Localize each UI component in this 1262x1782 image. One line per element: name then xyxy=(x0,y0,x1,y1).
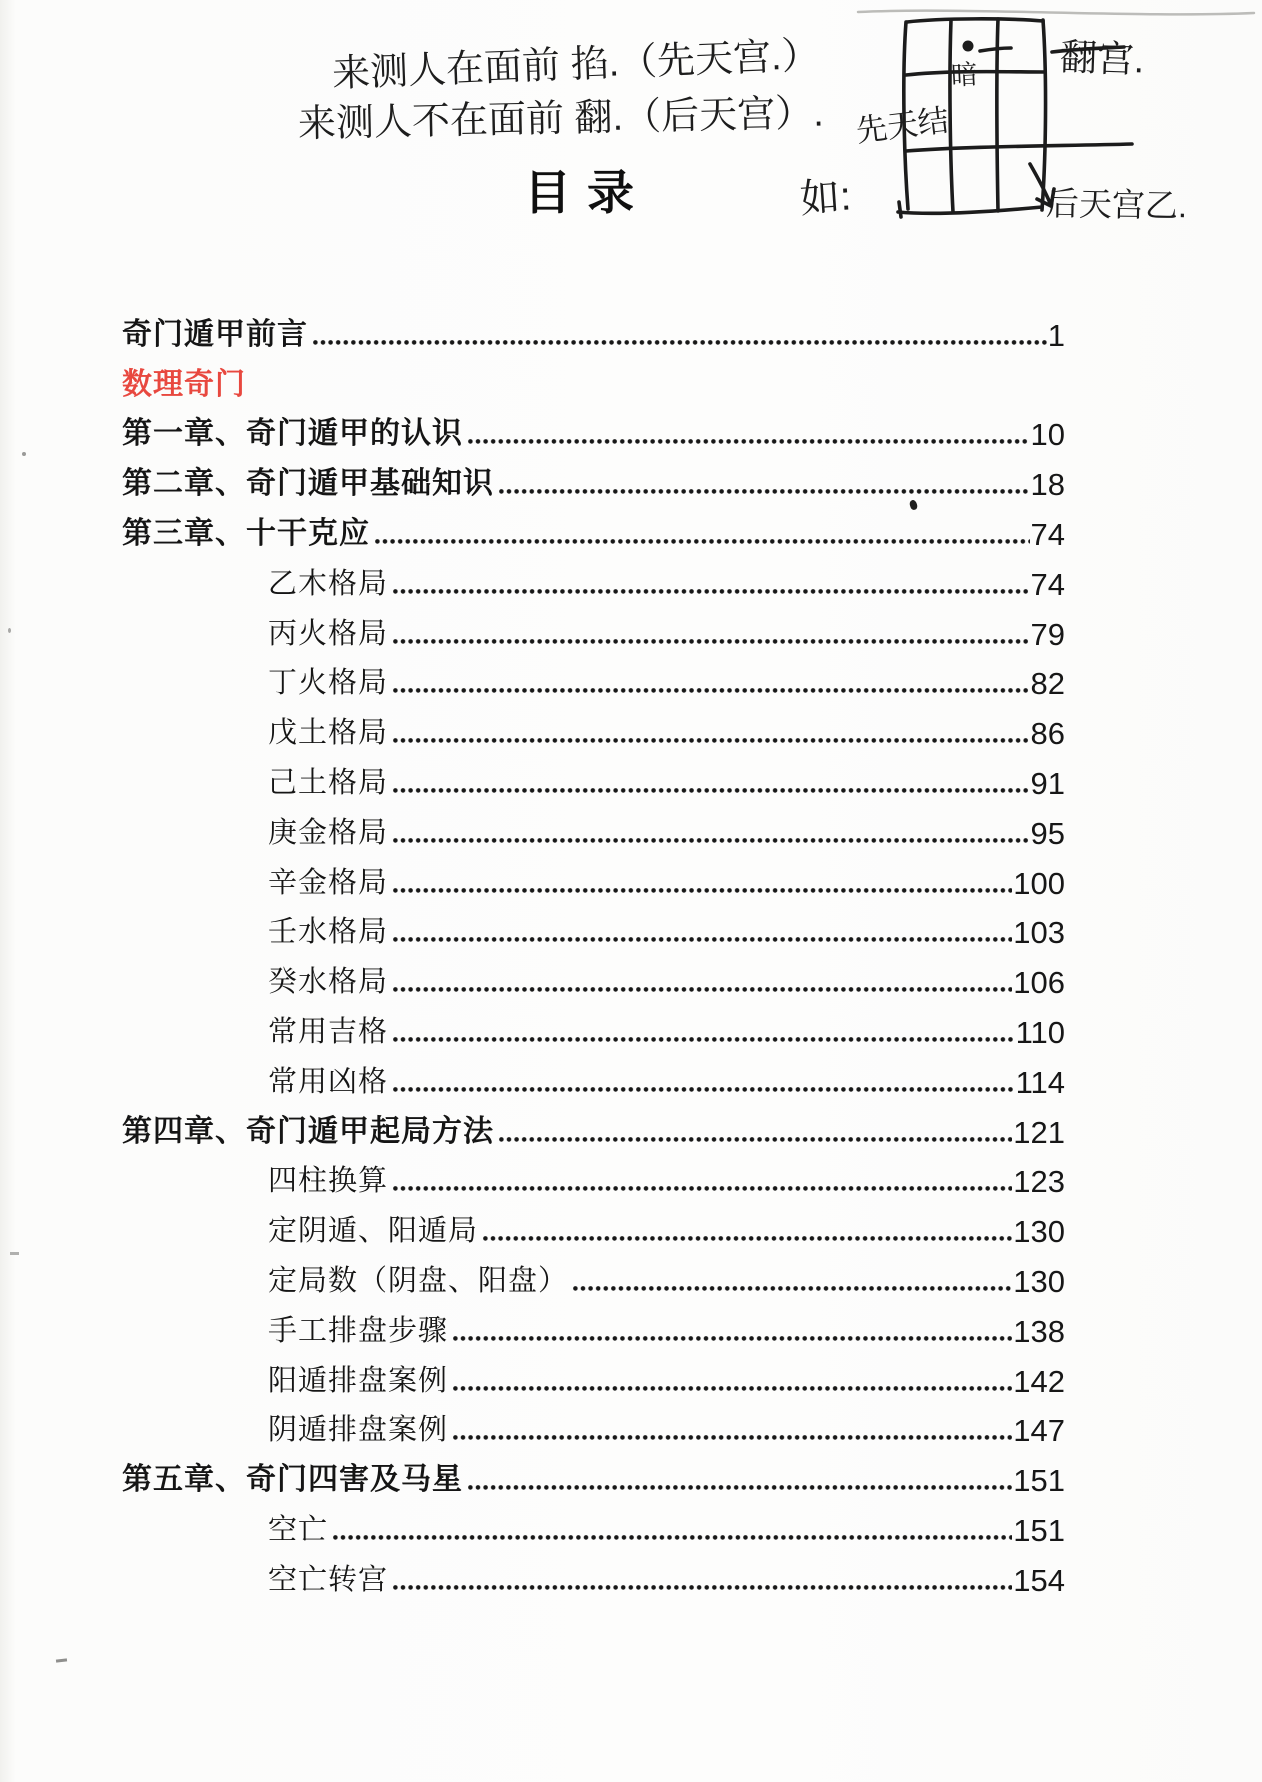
dot-leader xyxy=(375,539,1030,544)
dot-leader xyxy=(483,1236,1012,1241)
dot-leader xyxy=(499,489,1030,494)
toc-entry-label: 第二章、奇门遁甲基础知识 xyxy=(122,467,494,501)
handwritten-top-right-label: 翻宫. xyxy=(1059,36,1145,81)
toc-entry-label: 乙木格局 xyxy=(268,567,389,600)
toc-entry-page-number: 110 xyxy=(1015,1014,1065,1050)
dot-leader xyxy=(393,937,1012,942)
toc-entry xyxy=(0,652,1065,702)
dot-leader xyxy=(393,788,1030,793)
scan-artifact xyxy=(8,628,11,633)
dot-leader xyxy=(468,1485,1012,1490)
toc-entry-label: 常用凶格 xyxy=(268,1065,389,1098)
grid-dot-mark xyxy=(963,41,974,52)
toc-entry xyxy=(0,1150,1065,1200)
toc-entry-label: 壬水格局 xyxy=(268,916,389,949)
dot-leader xyxy=(453,1336,1012,1341)
scan-artifact xyxy=(22,452,26,456)
handwritten-left-of-grid-label: 先天结 xyxy=(854,102,951,149)
toc-entry xyxy=(0,403,1065,453)
toc-entry-label: 庚金格局 xyxy=(268,816,389,849)
toc-entry-page-number: 95 xyxy=(1030,815,1065,851)
toc-entry-page-number: 91 xyxy=(1030,765,1065,801)
dot-leader xyxy=(393,1087,1015,1092)
dot-leader xyxy=(453,1386,1012,1391)
toc-entry xyxy=(0,552,1065,602)
toc-entry-page-number: 121 xyxy=(1013,1114,1065,1150)
dot-leader xyxy=(393,888,1012,893)
toc-entry-page-number: 151 xyxy=(1013,1463,1065,1499)
dot-leader xyxy=(393,1037,1015,1042)
dot-leader xyxy=(393,738,1030,743)
handwritten-note-line2: 来测人不在面前 翻.（后天宫）. xyxy=(297,92,825,146)
toc-entry-label: 空亡 xyxy=(268,1513,329,1546)
toc-entry-label: 四柱换算 xyxy=(268,1165,389,1198)
toc-entry xyxy=(0,303,1065,353)
toc-entry-page-number: 82 xyxy=(1030,666,1065,702)
page-title: 目录 xyxy=(524,166,650,219)
toc-entry-page-number: 74 xyxy=(1030,516,1065,552)
toc-entry-page-number: 138 xyxy=(1013,1313,1065,1349)
table-of-contents xyxy=(0,303,1262,1598)
toc-entry-label: 常用吉格 xyxy=(268,1015,389,1048)
toc-entry-label: 定局数（阴盘、阳盘） xyxy=(268,1264,569,1297)
toc-entry-label: 第四章、奇门遁甲起局方法 xyxy=(122,1114,494,1148)
scan-artifact xyxy=(56,1658,67,1662)
dot-leader xyxy=(393,688,1030,693)
dot-leader xyxy=(393,987,1012,992)
toc-entry-label: 丁火格局 xyxy=(268,667,389,700)
toc-entry-label: 奇门遁甲前言 xyxy=(122,317,308,351)
toc-entry xyxy=(0,1050,1065,1100)
toc-entry-page-number: 100 xyxy=(1013,865,1065,901)
toc-entry-page-number: 86 xyxy=(1030,716,1065,752)
toc-entry-label: 第三章、十干克应 xyxy=(122,516,370,550)
toc-entry-page-number: 142 xyxy=(1013,1363,1065,1399)
toc-entry-label: 手工排盘步骤 xyxy=(268,1314,449,1347)
toc-entry xyxy=(0,1548,1065,1598)
dot-leader xyxy=(453,1435,1012,1440)
dot-leader xyxy=(393,838,1030,843)
toc-entry-label: 第五章、奇门四害及马星 xyxy=(122,1463,463,1497)
toc-entry xyxy=(0,1000,1065,1050)
toc-entry-page-number: 79 xyxy=(1030,616,1065,652)
dot-leader xyxy=(393,639,1030,644)
dot-leader xyxy=(393,1186,1012,1191)
toc-entry-page-number: 74 xyxy=(1030,566,1065,602)
toc-entry-label: 空亡转宫 xyxy=(268,1563,389,1596)
dot-leader xyxy=(499,1137,1012,1142)
toc-entry-page-number: 106 xyxy=(1013,965,1065,1001)
toc-entry-page-number: 147 xyxy=(1013,1413,1065,1449)
toc-entry-page-number: 123 xyxy=(1013,1164,1065,1200)
handwritten-note-line1: 来测人在面前 掐.（先天宫.） xyxy=(331,34,821,96)
toc-entry xyxy=(0,1448,1065,1498)
toc-entry xyxy=(0,701,1065,751)
toc-entry-label: 辛金格局 xyxy=(268,866,389,899)
toc-entry xyxy=(0,851,1065,901)
toc-entry xyxy=(0,1199,1065,1249)
handwritten-grid-cell-label: 暗 xyxy=(950,59,979,91)
dot-leader xyxy=(393,589,1030,594)
toc-entry-page-number: 114 xyxy=(1015,1064,1065,1100)
scan-artifact xyxy=(10,1252,19,1255)
toc-entry-label: 阴遁排盘案例 xyxy=(268,1414,449,1447)
dot-leader xyxy=(393,1585,1012,1590)
toc-entry-page-number: 130 xyxy=(1013,1214,1065,1250)
toc-entry xyxy=(0,1498,1065,1548)
toc-entry xyxy=(0,950,1065,1000)
dot-leader xyxy=(333,1535,1012,1540)
toc-entry-label: 定阴遁、阳遁局 xyxy=(268,1215,479,1248)
toc-entry-page-number: 151 xyxy=(1013,1512,1065,1548)
toc-entry xyxy=(0,751,1065,801)
toc-entry xyxy=(0,1349,1065,1399)
handwritten-bottom-right-label: 后天宫乙. xyxy=(1045,184,1188,225)
toc-entry-page-number: 10 xyxy=(1030,417,1065,453)
toc-entry-label: 癸水格局 xyxy=(268,966,389,999)
toc-entry xyxy=(0,801,1065,851)
toc-entry xyxy=(0,452,1065,502)
toc-entry-page-number: 154 xyxy=(1013,1562,1065,1598)
toc-entry xyxy=(0,1249,1065,1299)
dot-leader xyxy=(573,1286,1012,1291)
toc-entry-page-number: 18 xyxy=(1030,467,1065,503)
toc-entry-label: 戊土格局 xyxy=(268,717,389,750)
toc-entry-label: 数理奇门 xyxy=(122,367,246,401)
toc-entry xyxy=(0,602,1065,652)
toc-entry-label: 丙火格局 xyxy=(268,617,389,650)
handwritten-example-label: 如: xyxy=(798,174,853,222)
toc-entry xyxy=(0,502,1065,552)
toc-entry-label: 己土格局 xyxy=(268,766,389,799)
toc-entry-label: 第一章、奇门遁甲的认识 xyxy=(122,417,463,451)
toc-entry-page-number: 130 xyxy=(1013,1263,1065,1299)
dot-leader xyxy=(313,340,1047,345)
toc-entry xyxy=(0,1100,1065,1150)
toc-entry-label: 阳遁排盘案例 xyxy=(268,1364,449,1397)
toc-entry xyxy=(0,353,1065,403)
toc-entry xyxy=(0,1299,1065,1349)
toc-entry-page-number: 103 xyxy=(1013,915,1065,951)
toc-entry-page-number: 1 xyxy=(1047,317,1065,353)
toc-entry xyxy=(0,1399,1065,1449)
dot-leader xyxy=(468,439,1030,444)
toc-entry xyxy=(0,901,1065,951)
